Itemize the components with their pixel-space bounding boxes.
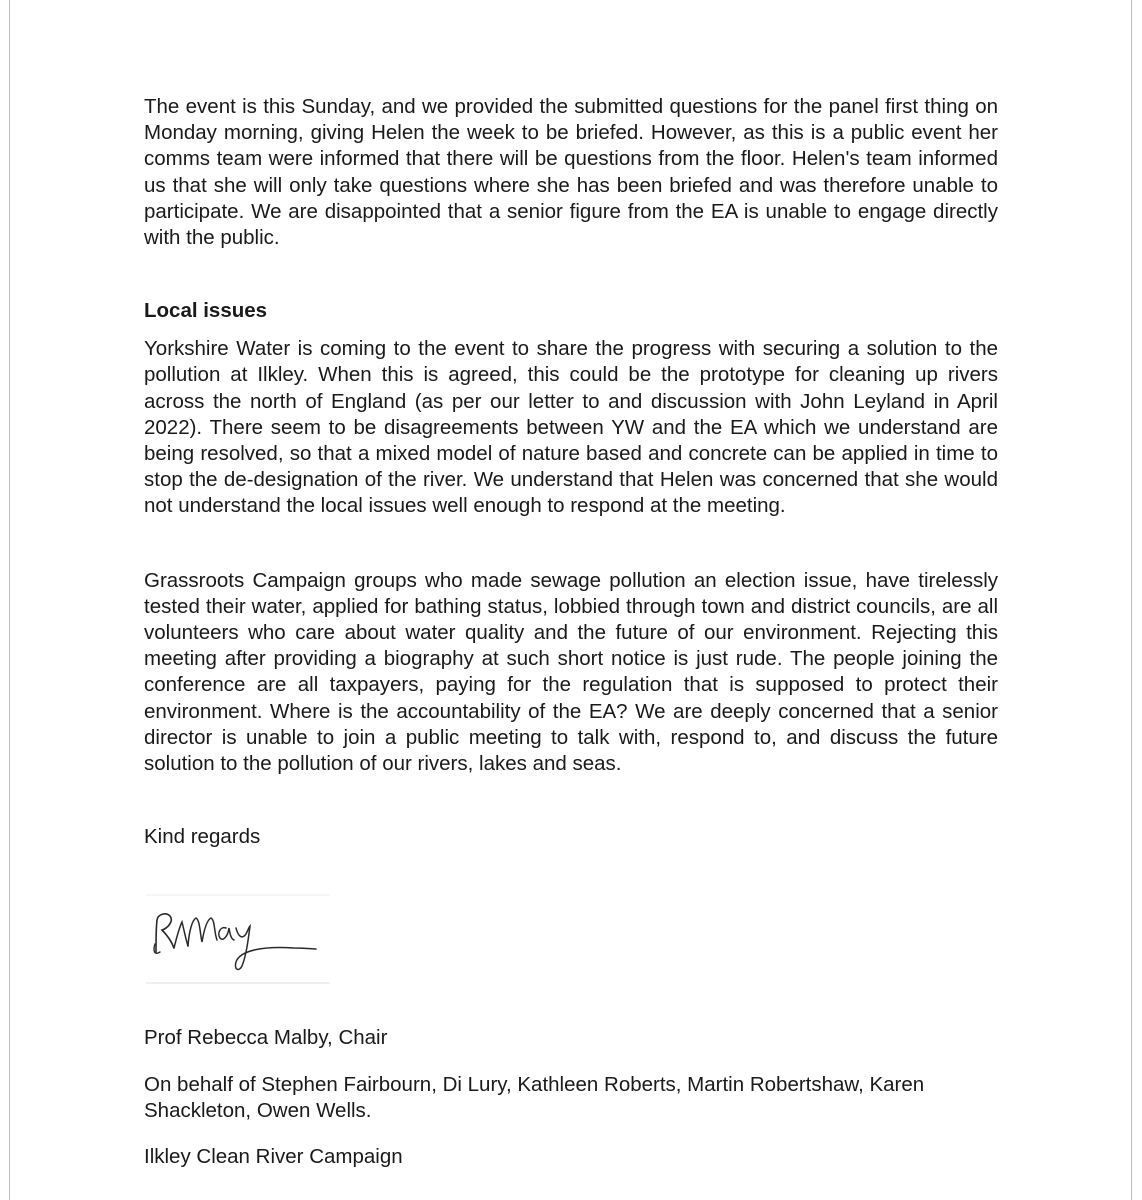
letter-body: [144, 94, 998, 1191]
closing-salutation: Kind regards: [144, 825, 261, 849]
handwritten-signature: [144, 894, 332, 984]
paragraph-yorkshire-water: Yorkshire Water is coming to the event to share the progress with securing a solution to the pollution at Ilkley. When this is agreed, this could be the prototype for cleaning up rivers across the north of England (as per our letter to and discussion with John Leyland in April 2022). There seem to be disagreements between YW and the EA which we understand are being resolved, so that a mixed model of nature based and concrete can be applied in time to stop the de-designation of the river. We understand that Helen was concerned that she would not understand the local issues well enough to respond at the meeting.: [144, 337, 998, 518]
paragraph-event-sunday: The event is this Sunday, and we provided the submitted questions for the panel first thing on Monday morning, giving Helen the week to be briefed. However, as this is a public event her comms team were informed that there will be questions from the floor. Helen's team informed us that she will only take questions where she has been briefed and was therefore unable to participate. We are disappointed that a senior figure from the EA is unable to engage directly with the public.: [144, 95, 998, 250]
page-border-left: [9, 0, 10, 1200]
paragraph-grassroots-campaign: Grassroots Campaign groups who made sewage pollution an election issue, have tirelessly tested their water, applied for bathing status, lobbied through town and district councils, are all volunteers who care about water quality and the future of our environment. Rejecting this meeting after providing a biography at such short notice is just rude. The people joining the conference are all taxpayers, paying for the regulation that is supposed to protect their environment. Where is the accountability of the EA? We are deeply concerned that a senior director is unable to join a public meeting to talk with, respond to, and discuss the future solution to the pollution of our rivers, lakes and seas.: [144, 568, 998, 776]
signature-image: [144, 894, 332, 984]
section-heading-local-issues: Local issues: [144, 299, 268, 323]
organisation-name: Ilkley Clean River Campaign: [144, 1145, 403, 1169]
page-border-right: [1131, 0, 1132, 1200]
signatory-name: Prof Rebecca Malby, Chair: [144, 1026, 388, 1050]
on-behalf-of-list: On behalf of Stephen Fairbourn, Di Lury, Kathleen Roberts, Martin Robertshaw, Karen Shackleton, Owen Wells.: [144, 1072, 925, 1122]
